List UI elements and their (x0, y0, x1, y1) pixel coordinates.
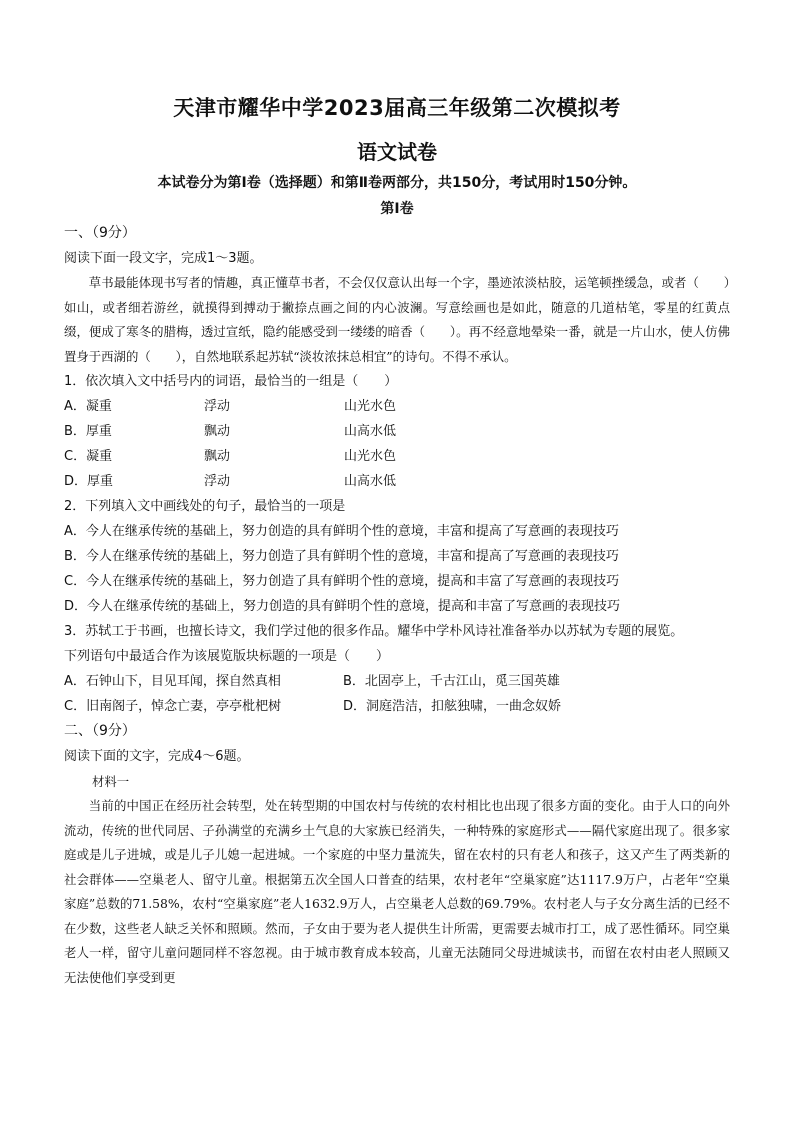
section-2-heading: 二、（9分） (64, 723, 136, 740)
section-1-heading: 一、（9分） (64, 225, 136, 241)
question-1-option-b (64, 419, 730, 444)
question-3-stem-line-1: 3．苏轼工于书画，也擅长诗文，我们学过他的很多作品。耀华中学朴风诗社准备举办以苏轼为专题的展览。 (64, 624, 684, 640)
exam-instructions: 本试卷分为第Ⅰ卷（选择题）和第Ⅱ卷两部分，共150分，考试用时150分钟。 (157, 175, 637, 191)
question-3-options-row-1 (64, 669, 730, 694)
material-1-label: 材料一 (92, 774, 130, 790)
question-3-option-d: D．洞庭浩洁，扣舷独啸，一曲念奴娇 (343, 699, 562, 715)
question-3-options-row-2 (64, 694, 730, 719)
option-word-2: 浮动 (204, 399, 231, 415)
question-3-option-c: C．旧南阁子，悼念亡妻，亭亭枇杷树 (64, 699, 282, 715)
option-word-3: 山高水低 (344, 424, 397, 440)
exam-title: 天津市耀华中学2023届高三年级第二次模拟考 (173, 96, 621, 120)
question-2-stem: 2．下列填入文中画线处的句子，最恰当的一项是 (64, 499, 346, 515)
question-1-option-c (64, 444, 730, 469)
question-2-option-d: D．今人在继承传统的基础上，努力创造的具有鲜明个性的意境，提高和丰富了写意画的表现技巧 (64, 599, 621, 615)
option-word-1: C．凝重 (64, 449, 113, 465)
option-word-2: 飘动 (204, 449, 231, 465)
section-1-passage: 草书最能体现书写者的情趣，真正懂草书者，不会仅仅意认出每一个字，墨迹浓淡枯胶，运笔顿挫缓急，或者（ ）如山，或者细若游丝，就摸得到搏动于撇捺点画之间的内心波澜。写意绘画也是如此，随意的几道枯笔，零星的红黄点缀，便成了寒冬的腊梅，透过宣纸，隐约能感受到一缕缕的暗香（ ）。再不经意地晕染一番，就是一片山水，使人仿佛置身于西湖的（ ），自然地联系起苏轼“淡妆浓抹总相宜”的诗句。不得不承认。 (64, 275, 730, 364)
question-2-option-a: A．今人在继承传统的基础上，努力创造的具有鲜明个性的意境，丰富和提高了写意画的表现技巧 (64, 524, 619, 540)
material-1-passage: 当前的中国正在经历社会转型，处在转型期的中国农村与传统的农村相比也出现了很多方面的变化。由于人口的向外流动，传统的世代同居、子孙满堂的充满乡土气息的大家族已经消失，一种特殊的家庭形式——隔代家庭出现了。很多家庭或是儿子进城，或是儿子儿媳一起进城。一个家庭的中坚力量流失，留在农村的只有老人和孩子，这又产生了两类新的社会群体——空巢老人、留守儿童。根据第五次全国人口普查的结果，农村老年“空巢家庭”达1117.9万户，占老年“空巢家庭”总数的71.58%，农村“空巢家庭”老人1632.9万人，占空巢老人总数的69.79%。农村老人与子女分离生活的已经不在少数，这些老人缺乏关怀和照顾。然而，子女由于要为老人提供生计所需，更需要去城市打工，成了恶性循环。同空巢老人一样，留守儿童问题同样不容忽视。由于城市教育成本较高，儿童无法随同父母进城读书，而留在农村由老人照顾又无法使他们享受到更 (64, 798, 730, 985)
option-word-1: D．厚重 (64, 474, 114, 490)
option-word-1: B．厚重 (64, 424, 112, 440)
exam-subtitle: 语文试卷 (357, 140, 437, 164)
option-word-3: 山高水低 (344, 474, 397, 490)
question-2-option-c: C．今人在继承传统的基础上，努力创造了具有鲜明个性的意境，提高和丰富了写意画的表现技巧 (64, 574, 620, 590)
exam-content (64, 221, 730, 990)
question-3-stem-line-2: 下列语句中最适合作为该展览版块标题的一项是（ ） (64, 649, 390, 665)
option-word-3: 山光水色 (344, 399, 397, 415)
option-word-2: 浮动 (204, 474, 231, 490)
question-1-option-a (64, 394, 730, 419)
question-3-option-b: B．北固亭上，千古江山，觅三国英雄 (343, 674, 560, 690)
question-3-option-a: A．石钟山下，目见耳闻，探自然真相 (64, 674, 281, 690)
question-2-option-b: B．今人在继承传统的基础上，努力创造了具有鲜明个性的意境，丰富和提高了写意画的表现技巧 (64, 549, 619, 565)
section-2-intro: 阅读下面的文字，完成4～6题。 (64, 749, 250, 765)
question-1-option-d (64, 469, 730, 494)
option-word-2: 飘动 (204, 424, 231, 440)
option-word-1: A．凝重 (64, 399, 112, 415)
section-1-intro: 阅读下面一段文字，完成1～3题。 (64, 251, 263, 266)
volume-label: 第Ⅰ卷 (380, 201, 414, 217)
question-1-stem: 1．依次填入文中括号内的词语，最恰当的一组是（ ） (64, 374, 398, 390)
option-word-3: 山光水色 (344, 449, 397, 465)
